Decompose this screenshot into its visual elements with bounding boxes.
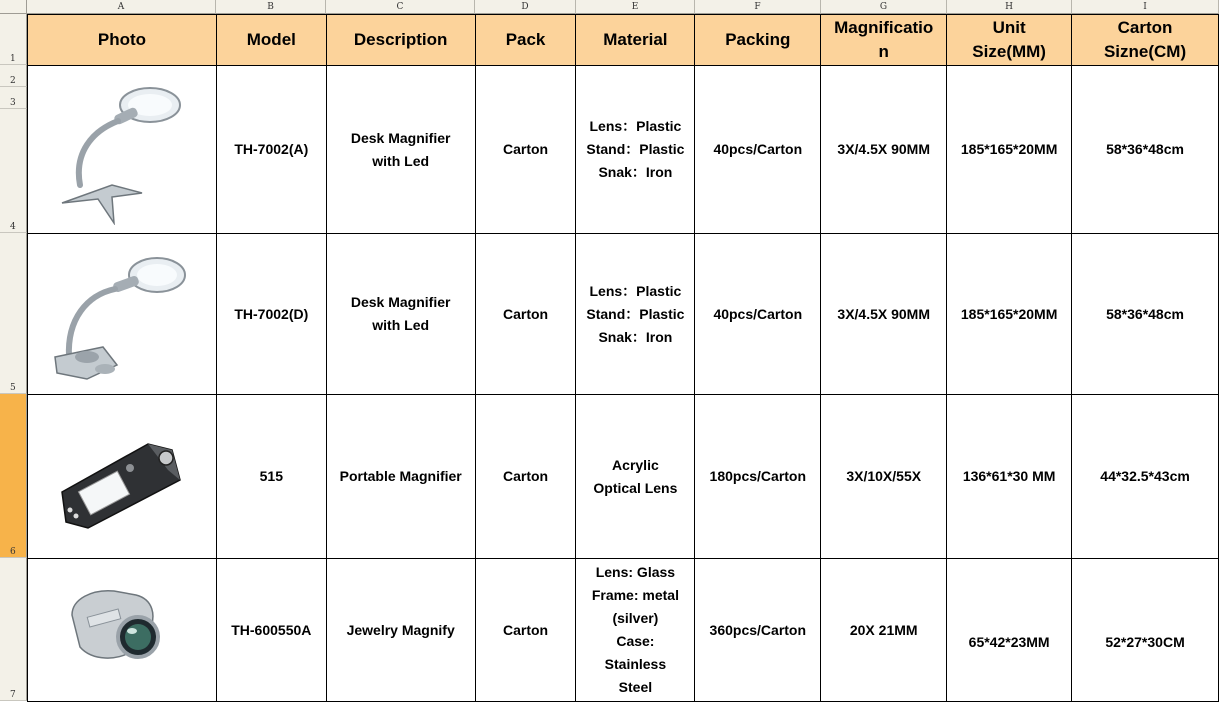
- header-pack[interactable]: Pack: [475, 15, 576, 66]
- model-cell[interactable]: 515: [216, 395, 326, 559]
- row-header-3[interactable]: [0, 87, 27, 109]
- header-magnification[interactable]: Magnificatio n: [821, 15, 947, 66]
- row-number: 3: [10, 98, 16, 108]
- unit-size-cell[interactable]: 136*61*30 MM: [947, 395, 1072, 559]
- pack-cell[interactable]: Carton: [475, 66, 576, 234]
- row-number: 5: [10, 383, 16, 393]
- column-header-f[interactable]: F: [695, 0, 821, 14]
- header-unit-size[interactable]: Unit Size(MM): [947, 15, 1072, 66]
- row-number: 4: [10, 222, 16, 232]
- header-description[interactable]: Description: [326, 15, 475, 66]
- photo-cell[interactable]: [28, 234, 217, 395]
- header-packing[interactable]: Packing: [695, 15, 821, 66]
- portable-magnifier-icon: [52, 422, 192, 532]
- packing-cell[interactable]: 180pcs/Carton: [695, 395, 821, 559]
- row-header-6[interactable]: [0, 394, 27, 558]
- select-all-corner[interactable]: [0, 0, 27, 14]
- column-header-d[interactable]: D: [475, 0, 576, 14]
- row-header-1[interactable]: [0, 14, 27, 65]
- material-cell[interactable]: Lens: Glass Frame: metal (silver) Case: Stainless Steel: [576, 559, 695, 702]
- carton-size-cell[interactable]: 58*36*48cm: [1072, 66, 1219, 234]
- material-cell[interactable]: Acrylic Optical Lens: [576, 395, 695, 559]
- carton-size-cell[interactable]: 52*27*30CM: [1072, 559, 1219, 702]
- header-material[interactable]: Material: [576, 15, 695, 66]
- model-cell[interactable]: TH-7002(A): [216, 66, 326, 234]
- table-row: [28, 234, 1219, 395]
- row-number: 7: [10, 690, 16, 700]
- column-header-b[interactable]: B: [216, 0, 326, 14]
- magnification-cell[interactable]: 3X/4.5X 90MM: [821, 66, 947, 234]
- column-header-c[interactable]: C: [326, 0, 475, 14]
- material-cell[interactable]: Lens：Plastic Stand：Plastic Snak：Iron: [576, 234, 695, 395]
- packing-cell[interactable]: 360pcs/Carton: [695, 559, 821, 702]
- description-cell[interactable]: Desk Magnifier with Led: [326, 234, 475, 395]
- model-cell[interactable]: TH-600550A: [216, 559, 326, 702]
- desk-magnifier-cup-base-icon: [47, 239, 197, 389]
- column-header-g[interactable]: G: [821, 0, 947, 14]
- pack-cell[interactable]: Carton: [475, 234, 576, 395]
- carton-size-cell[interactable]: 58*36*48cm: [1072, 234, 1219, 395]
- column-header-h[interactable]: H: [947, 0, 1072, 14]
- unit-size-cell[interactable]: 185*165*20MM: [947, 234, 1072, 395]
- photo-cell[interactable]: [28, 395, 217, 559]
- description-cell[interactable]: Portable Magnifier: [326, 395, 475, 559]
- pack-cell[interactable]: Carton: [475, 395, 576, 559]
- row-number: 2: [10, 76, 16, 86]
- desk-magnifier-led-icon: [52, 75, 192, 225]
- header-row: [28, 15, 1219, 66]
- column-header-i[interactable]: I: [1072, 0, 1219, 14]
- header-carton-size[interactable]: Carton Sizne(CM): [1072, 15, 1219, 66]
- description-cell[interactable]: Jewelry Magnify: [326, 559, 475, 702]
- description-cell[interactable]: Desk Magnifier with Led: [326, 66, 475, 234]
- column-header-a[interactable]: A: [27, 0, 216, 14]
- material-cell[interactable]: Lens：Plastic Stand：Plastic Snak：Iron: [576, 66, 695, 234]
- table-row: [28, 395, 1219, 559]
- pack-cell[interactable]: Carton: [475, 559, 576, 702]
- unit-size-cell[interactable]: 185*165*20MM: [947, 66, 1072, 234]
- carton-size-cell[interactable]: 44*32.5*43cm: [1072, 395, 1219, 559]
- column-header-e[interactable]: E: [576, 0, 695, 14]
- header-model[interactable]: Model: [216, 15, 326, 66]
- magnification-cell[interactable]: 20X 21MM: [821, 559, 947, 702]
- header-photo[interactable]: Photo: [28, 15, 217, 66]
- magnification-cell[interactable]: 3X/4.5X 90MM: [821, 234, 947, 395]
- row-number: 1: [10, 54, 16, 64]
- magnification-cell[interactable]: 3X/10X/55X: [821, 395, 947, 559]
- row-number: 6: [10, 547, 16, 557]
- table-row: [28, 559, 1219, 702]
- table-row: [28, 66, 1219, 234]
- product-table: [27, 14, 1219, 702]
- row-header-5[interactable]: [0, 233, 27, 394]
- photo-cell[interactable]: [28, 66, 217, 234]
- model-cell[interactable]: TH-7002(D): [216, 234, 326, 395]
- packing-cell[interactable]: 40pcs/Carton: [695, 66, 821, 234]
- row-header-7[interactable]: [0, 558, 27, 701]
- packing-cell[interactable]: 40pcs/Carton: [695, 234, 821, 395]
- row-header-2[interactable]: [0, 65, 27, 87]
- jewelry-loupe-icon: [62, 585, 182, 675]
- row-header-4[interactable]: [0, 109, 27, 233]
- unit-size-cell[interactable]: 65*42*23MM: [947, 559, 1072, 702]
- photo-cell[interactable]: [28, 559, 217, 702]
